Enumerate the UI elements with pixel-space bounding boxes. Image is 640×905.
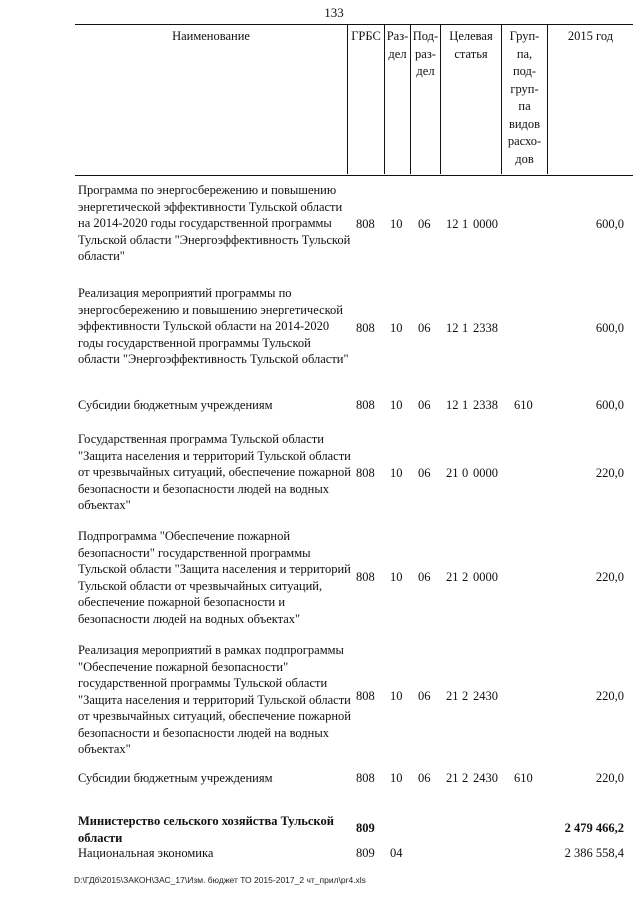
- row-name: Реализация мероприятий в рамках подпрограммы "Обеспечение пожарной безопасности" государственной программы Тульской области "Защита населения и территорий Тульской области от чрезвычайных ситуаций, обеспечение пожарной безопасности и безопасности людей на водных объектах": [78, 643, 351, 756]
- row-celevaya-direction: 2430: [473, 771, 498, 785]
- row-celevaya-program: 21: [446, 689, 459, 703]
- row-podrazdel: 06: [418, 466, 431, 480]
- row-amount: 220,0: [595, 771, 624, 785]
- row-amount: 2 386 558,4: [564, 846, 624, 860]
- row-celevaya-subprogram: 2: [462, 570, 469, 584]
- column-header-gruppa-vidov-rashodov: Груп- па, под- груп- па видов расхо- дов: [501, 24, 547, 174]
- row-celevaya-program: 21: [446, 771, 459, 785]
- row-podrazdel: 06: [418, 689, 431, 703]
- row-name: Реализация мероприятий программы по энергосбережению и повышению энергетической эффективности Тульской области на 2014-2020 годы государственной программы Тульской области "Энергоэффективность Тульской области": [78, 286, 349, 366]
- row-grbs: 808: [356, 321, 375, 335]
- row-gruppa: 610: [514, 771, 533, 785]
- column-header-name: Наименование: [172, 29, 250, 43]
- row-celevaya-direction: 2430: [473, 689, 498, 703]
- row-celevaya-subprogram: 1: [462, 217, 469, 231]
- row-razdel: 10: [390, 466, 403, 480]
- row-amount: 600,0: [595, 321, 624, 335]
- row-amount: 600,0: [595, 217, 624, 231]
- row-celevaya-program: 12: [446, 217, 459, 231]
- row-name: Программа по энергосбережению и повышению энергетической эффективности Тульской области на 2014-2020 годы государственной программы Тульской области "Энергоэффективность Тульской области": [78, 183, 351, 263]
- row-gruppa: 610: [514, 398, 533, 412]
- column-header-year-2015: 2015 год: [547, 24, 633, 174]
- row-grbs: 808: [356, 398, 375, 412]
- row-name: Субсидии бюджетным учреждениям: [78, 398, 273, 412]
- row-celevaya-direction: 2338: [473, 398, 498, 412]
- column-header-razdel: Раз- дел: [384, 24, 410, 174]
- row-podrazdel: 06: [418, 217, 431, 231]
- row-razdel: 10: [390, 771, 403, 785]
- row-celevaya-program: 12: [446, 321, 459, 335]
- row-grbs: 809: [356, 821, 375, 835]
- row-name: Государственная программа Тульской области "Защита населения и территорий Тульской области от чрезвычайных ситуаций, обеспечение пожарной безопасности и безопасности людей на водных объектах": [78, 432, 351, 512]
- row-amount: 220,0: [595, 570, 624, 584]
- row-amount: 2 479 466,2: [564, 821, 624, 835]
- row-razdel: 10: [390, 689, 403, 703]
- row-amount: 220,0: [595, 466, 624, 480]
- row-podrazdel: 06: [418, 771, 431, 785]
- row-celevaya-program: 21: [446, 466, 459, 480]
- row-name: Национальная экономика: [78, 846, 214, 860]
- page-number: 133: [324, 5, 344, 20]
- row-razdel: 10: [390, 217, 403, 231]
- row-celevaya-direction: 0000: [473, 466, 498, 480]
- row-grbs: 808: [356, 570, 375, 584]
- row-celevaya-program: 21: [446, 570, 459, 584]
- row-podrazdel: 06: [418, 398, 431, 412]
- column-header-podrazdel: Под- раз- дел: [410, 24, 440, 174]
- row-celevaya-direction: 2338: [473, 321, 498, 335]
- row-amount: 600,0: [595, 398, 624, 412]
- row-name: Министерство сельского хозяйства Тульской области: [78, 814, 334, 845]
- row-grbs: 809: [356, 846, 375, 860]
- row-grbs: 808: [356, 217, 375, 231]
- row-razdel: 10: [390, 570, 403, 584]
- row-celevaya-subprogram: 2: [462, 689, 469, 703]
- row-celevaya-direction: 0000: [473, 570, 498, 584]
- column-header-celevaya-statya: Целевая статья: [440, 24, 501, 174]
- row-podrazdel: 06: [418, 570, 431, 584]
- row-name: Субсидии бюджетным учреждениям: [78, 771, 273, 785]
- row-grbs: 808: [356, 771, 375, 785]
- row-grbs: 808: [356, 466, 375, 480]
- column-header-grbs: ГРБС: [347, 24, 384, 174]
- row-celevaya-direction: 0000: [473, 217, 498, 231]
- row-razdel: 10: [390, 321, 403, 335]
- file-path-footer: D:\ГДб\2015\ЗАКОН\ЗАС_17\Изм. бюджет ТО 2015-2017_2 чт_прил\pr4.xls: [74, 875, 366, 885]
- row-celevaya-subprogram: 1: [462, 321, 469, 335]
- row-razdel: 10: [390, 398, 403, 412]
- row-podrazdel: 06: [418, 321, 431, 335]
- row-razdel: 04: [390, 846, 403, 860]
- row-celevaya-subprogram: 1: [462, 398, 469, 412]
- row-amount: 220,0: [595, 689, 624, 703]
- row-celevaya-subprogram: 2: [462, 771, 469, 785]
- row-name: Подпрограмма "Обеспечение пожарной безопасности" государственной программы Тульской области "Защита населения и территорий Тульской области от чрезвычайных ситуаций, обеспечение пожарной безопасности и безопасности людей на водных объектах": [78, 529, 351, 626]
- row-celevaya-program: 12: [446, 398, 459, 412]
- row-grbs: 808: [356, 689, 375, 703]
- row-celevaya-subprogram: 0: [462, 466, 469, 480]
